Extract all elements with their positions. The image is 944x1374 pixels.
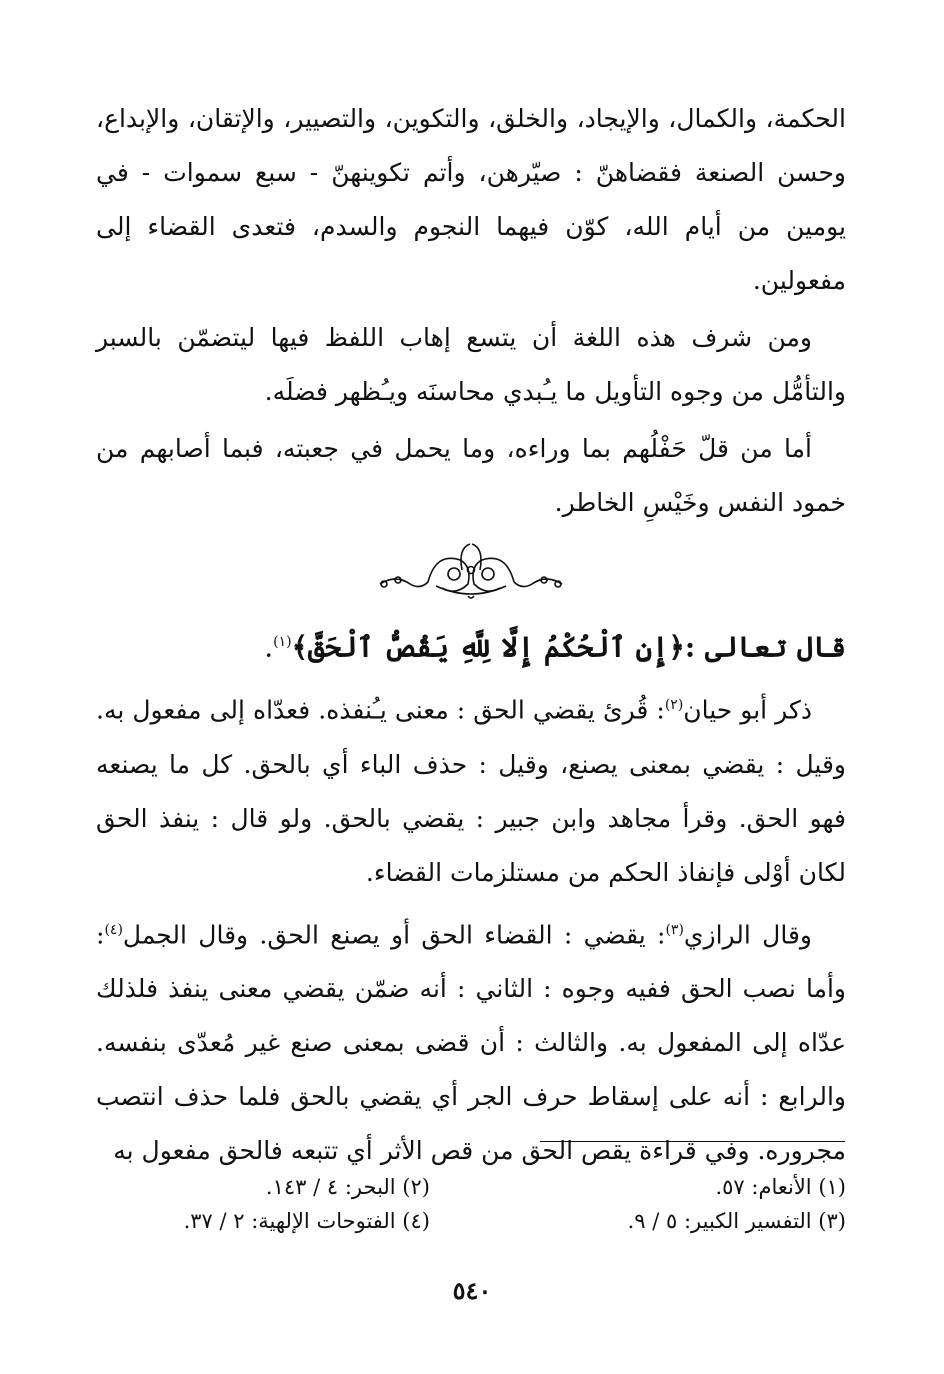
paragraph-2: ومن شرف هذه اللغة أن يتسع إهاب اللفظ فيها ليتضمّن بالسبر والتأمُّل من وجوه التأويل ما يـُبدي محاسنَه ويـُظهر فضلَه. (96, 323, 846, 406)
footnote-separator (540, 1141, 845, 1142)
para4-start: ذكر أبو حيان (683, 695, 812, 725)
paragraph-1: الحكمة، والكمال، والإيجاد، والخلق، والتكوين، والتصيير، والإتقان، والإبداع، وحسن الصنعة فقضاهنّ : صيّرهن، وأتم تكوينهنّ - سبع سموات - في يومين من أيام الله، كوّن فيهما النجوم والسدم، فتعدى القضاء إلى مفعولين. (96, 104, 846, 295)
paragraph-4 (96, 678, 846, 899)
footnote-1: (١) الأنعام: ٥٧. (715, 1175, 846, 1199)
quran-verse (96, 614, 846, 675)
ornament-divider (376, 540, 566, 604)
page-number: ٥٤٠ (452, 1276, 492, 1305)
para5-start: وقال الرازي (683, 919, 812, 949)
footnote-4: (٤) الفتوحات الإلهية: ٢ / ٣٧. (183, 1209, 430, 1233)
footnote-ref-4: (٤) (104, 921, 123, 938)
footnote-ref-2: (٢) (664, 697, 684, 714)
para5-rest: : وأما نصب الحق ففيه وجوه : الثاني : أنه ضمّن يقضي معنى ينفذ فلذلك عدّاه إلى المفعول به. والثالث : أن قضى بمعنى صنع غير مُعدّى بنفسه. والرابع : أنه على إسقاط حرف الجر أي يقضي بالحق فلما حذف انتصب مجروره. وفي قراءة يقص الحق من قص الأثر أي تتبعه فالحق مفعول به (96, 919, 846, 1165)
paragraph-5 (96, 903, 846, 1178)
footnote-ref-3: (٣) (665, 921, 684, 938)
para4-rest: : قُرئ يقضي الحق : معنى يـُنفذه. فعدّاه إلى مفعول به. وقيل : يقضي بمعنى يصنع، وقيل : حذف الباء أي بالحق. كل ما يصنعه فهو الحق. وقرأ مجاهد وابن جبير : يقضي بالحق. ولو قال : ينفذ الحق لكان أوْلى فإنفاذ الحكم من مستلزمات القضاء. (96, 695, 846, 887)
footnote-2: (٢) البحر: ٤ / ١٤٣. (265, 1175, 430, 1199)
main-text (96, 92, 846, 1181)
verse-end: . (264, 630, 274, 664)
verse-lead: قال تعالى : (684, 630, 846, 664)
para5-middle: : يقضي : القضاء الحق أو يصنع الحق. وقال الجمل (122, 919, 666, 949)
footnote-ref-1: (١) (273, 634, 292, 650)
footnote-3: (٣) التفسير الكبير: ٥ / ٩. (627, 1209, 846, 1233)
verse-text: ﴿إِنِ ٱلْحُكْمُ إِلَّا لِلَّهِ يَقُصُّ ٱلْحَقَّ﴾ (291, 630, 685, 664)
paragraph-3: أما من قلّ حَفْلُهم بما وراءه، وما يحمل في جعبته، فبما أصابهم من خمود النفس وخَيْسِ الخاطر. (96, 434, 846, 517)
